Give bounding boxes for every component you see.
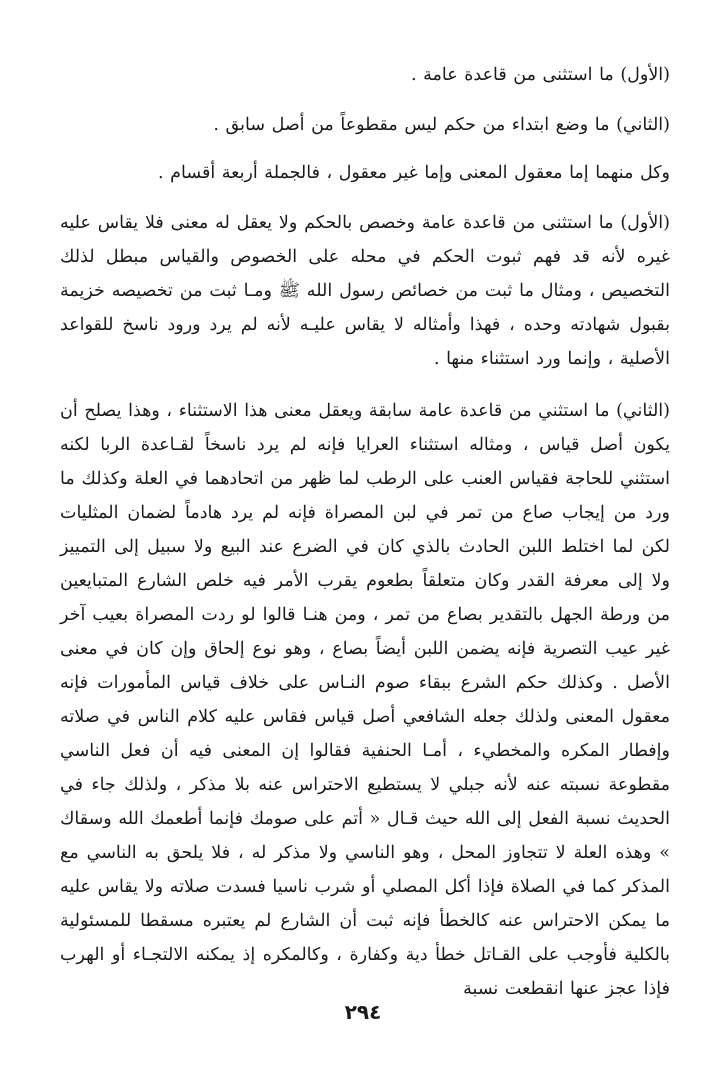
paragraph-first-category: (الأول) ما استثنى من قاعدة عامة . <box>411 65 670 85</box>
paragraph-second-section: (الثاني) ما استثني من قاعدة عامة سابقة ويعقل معنى هذا الاستثناء ، وهذا يصلح أن يكون أصل قياس ، ومثاله استثناء العرايا فإنه لم يرد ناسخاً لقـاعدة الربا لكنه استثني للحاجة فقياس العنب على الرطب لما ظهر من اتحادهما في العلة وكذلك ما ورد من إيجاب صاع من تمر في لبن المصراة فإنه لم يرد هادماً لضمان المثليات لكن لما اختلط اللبن الحادث بالذي كان في الضرع عند البيع ولا سبيل إلى التمييز ولا إلى معرفة القدر وكان متعلقاً بطعوم يقرب الأمر فيه خلص الشارع المتبايعين من ورطة الجهل بالتقدير بصاع من تمر ، ومن هنـا قالوا لو ردت المصراة بعيب آخر غير عيب التصرية فإنه يضمن اللبن أيضاً بصاع ، وهو نوع إلحاق وإن كان في معنى الأصل . وكذلك حكم الشرع ببقاء صوم النـاس على خلاف قياس المأمورات فإنه معقول المعنى ولذلك جعله الشافعي أصل قياس فقاس عليه كلام الناس في صلاته وإفطار المكره والمخطيء ، أمـا الحنفية فقالوا إن المعنى فيه أن فعل الناسي مقطوعة نسبته عنه لأنه جبلي لا يستطيع الاحتراس عنه بلا مذكر ، ولذلك جاء في الحديث نسبة الفعل إلى الله حيث قـال « أتم على صومك فإنما أطعمك الله وسقاك » وهذه العلة لا تتجاوز المحل ، وهو الناسي ولا مذكر له ، فلا يلحق به الناسي مع المذكر كما في الصلاة فإذا أكل المصلي أو شرب ناسيا فسدت صلاته ولا يقاس عليه ما يمكن الاحتراس عنه كالخطأ فإنه ثبت أن الشارع لم يعتبره مسقطا للمسئولية بالكلية فأوجب على القـاتل خطأ دية وكفارة ، وكالمكره إذ يمكنه الالتجـاء أو الهرب فإذا عجز عنها انقطعت نسبة <box>60 401 670 999</box>
page-number: ٢٩٤ <box>344 1000 382 1024</box>
paragraph-division-summary: وكل منهما إما معقول المعنى وإما غير معقول ، فالجملة أربعة أقسام . <box>158 163 670 183</box>
paragraph-first-section: (الأول) ما استثنى من قاعدة عامة وخصص بالحكم ولا يعقل له معنى فلا يقاس عليه غيره لأنه قد فهم ثبوت الحكم في محله على الخصوص والقياس مبطل لذلك التخصيص ، ومثال ما ثبت من خصائص رسول الله ﷺ ومـا ثبت من تخصيصه خزيمة بقبول شهادته وحده ، فهذا وأمثاله لا يقاس عليـه لأنه لم يرد ورود ناسخ للقواعد الأصلية ، وإنما ورد استثناء منها . <box>60 213 670 369</box>
paragraph-second-category: (الثاني) ما وضع ابتداء من حكم ليس مقطوعاً من أصل سابق . <box>213 115 670 135</box>
page-body <box>60 58 670 1006</box>
